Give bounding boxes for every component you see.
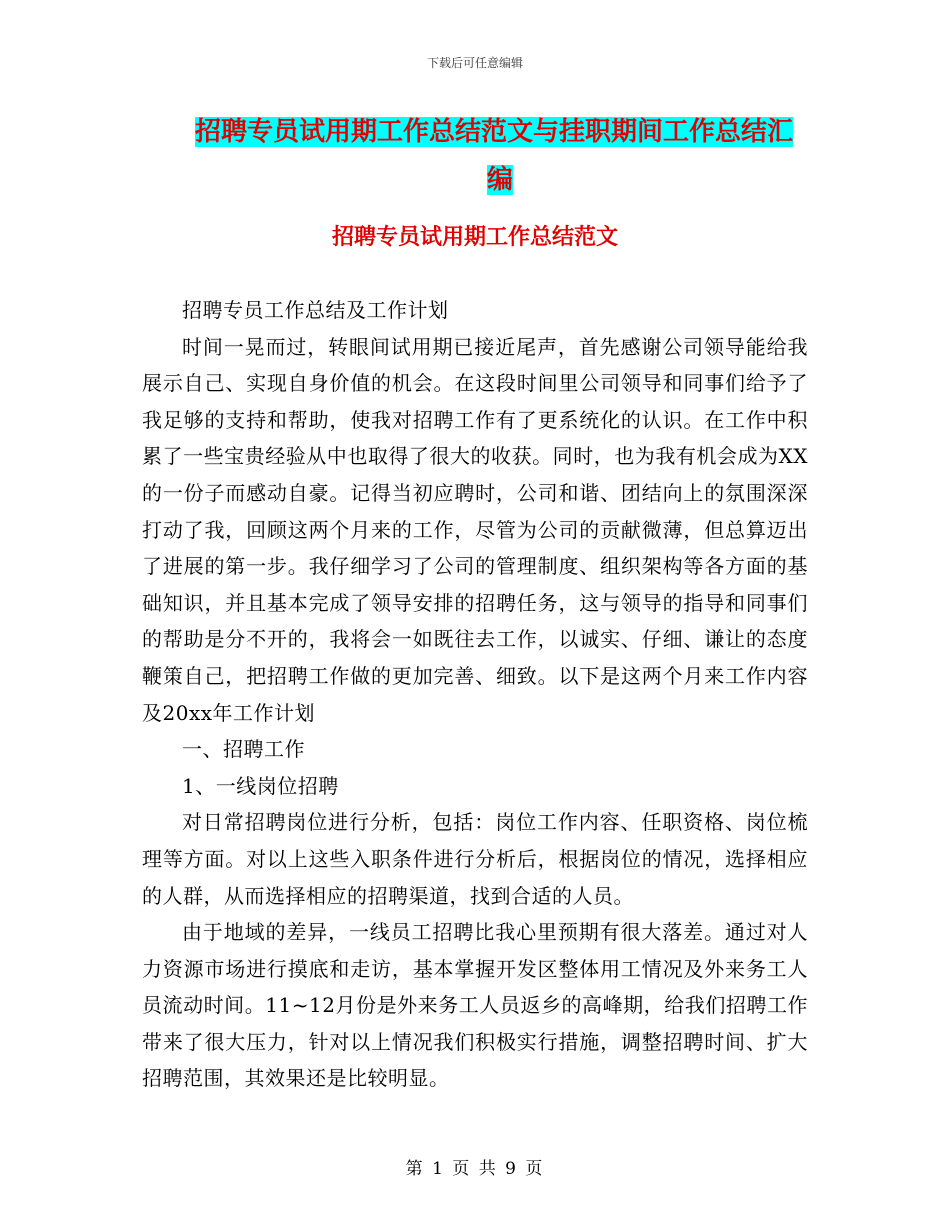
section-title: 招聘专员试用期工作总结范文	[331, 225, 618, 250]
paragraph: 由于地域的差异，一线员工招聘比我心里预期有很大落差。通过对人力资源市场进行摸底和走访，基本掌握开发区整体用工情况及外来务工人员流动时间。11~12月份是外来务工人员返乡的高峰期，给我们招聘工作带来了很大压力，针对以上情况我们积极实行措施，调整招聘时间、扩大招聘范围，其效果还是比较明显。	[142, 920, 808, 1091]
document-title-line-1: 招聘专员试用期工作总结范文与挂职期间工作总结汇	[195, 117, 794, 147]
header-note: 下载后可任意编辑	[426, 56, 523, 70]
heading-frontline-recruitment: 1、一线岗位招聘	[182, 773, 339, 798]
paragraph: 对日常招聘岗位进行分析，包括：岗位工作内容、任职资格、岗位梳理等方面。对以上这些入职条件进行分析后，根据岗位的情况，选择相应的人群，从而选择相应的招聘渠道，找到合适的人员。	[142, 810, 808, 908]
document-title	[195, 108, 805, 204]
page-number-footer: 第 1 页 共 9 页	[405, 1159, 545, 1179]
document-body	[142, 292, 808, 1097]
paragraph: 时间一晃而过，转眼间试用期已接近尾声，首先感谢公司领导能给我展示自己、实现自身价值的机会。在这段时间里公司领导和同事们给予了我足够的支持和帮助，使我对招聘工作有了更系统化的认识。在工作中积累了一些宝贵经验从中也取得了很大的收获。同时，也为我有机会成为XX的一份子而感动自豪。记得当初应聘时，公司和谐、团结向上的氛围深深打动了我，回顾这两个月来的工作，尽管为公司的贡献微薄，但总算迈出了进展的第一步。我仔细学习了公司的管理制度、组织架构等各方面的基础知识，并且基本完成了领导安排的招聘任务，这与领导的指导和同事们的帮助是分不开的，我将会一如既往去工作，以诚实、仔细、谦让的态度鞭策自己，把招聘工作做的更加完善、细致。以下是这两个月来工作内容及20xx年工作计划	[142, 334, 808, 725]
paragraph-subtitle: 招聘专员工作总结及工作计划	[182, 298, 449, 322]
document-title-line-2: 编	[486, 165, 513, 195]
heading-recruitment: 一、招聘工作	[182, 737, 305, 762]
